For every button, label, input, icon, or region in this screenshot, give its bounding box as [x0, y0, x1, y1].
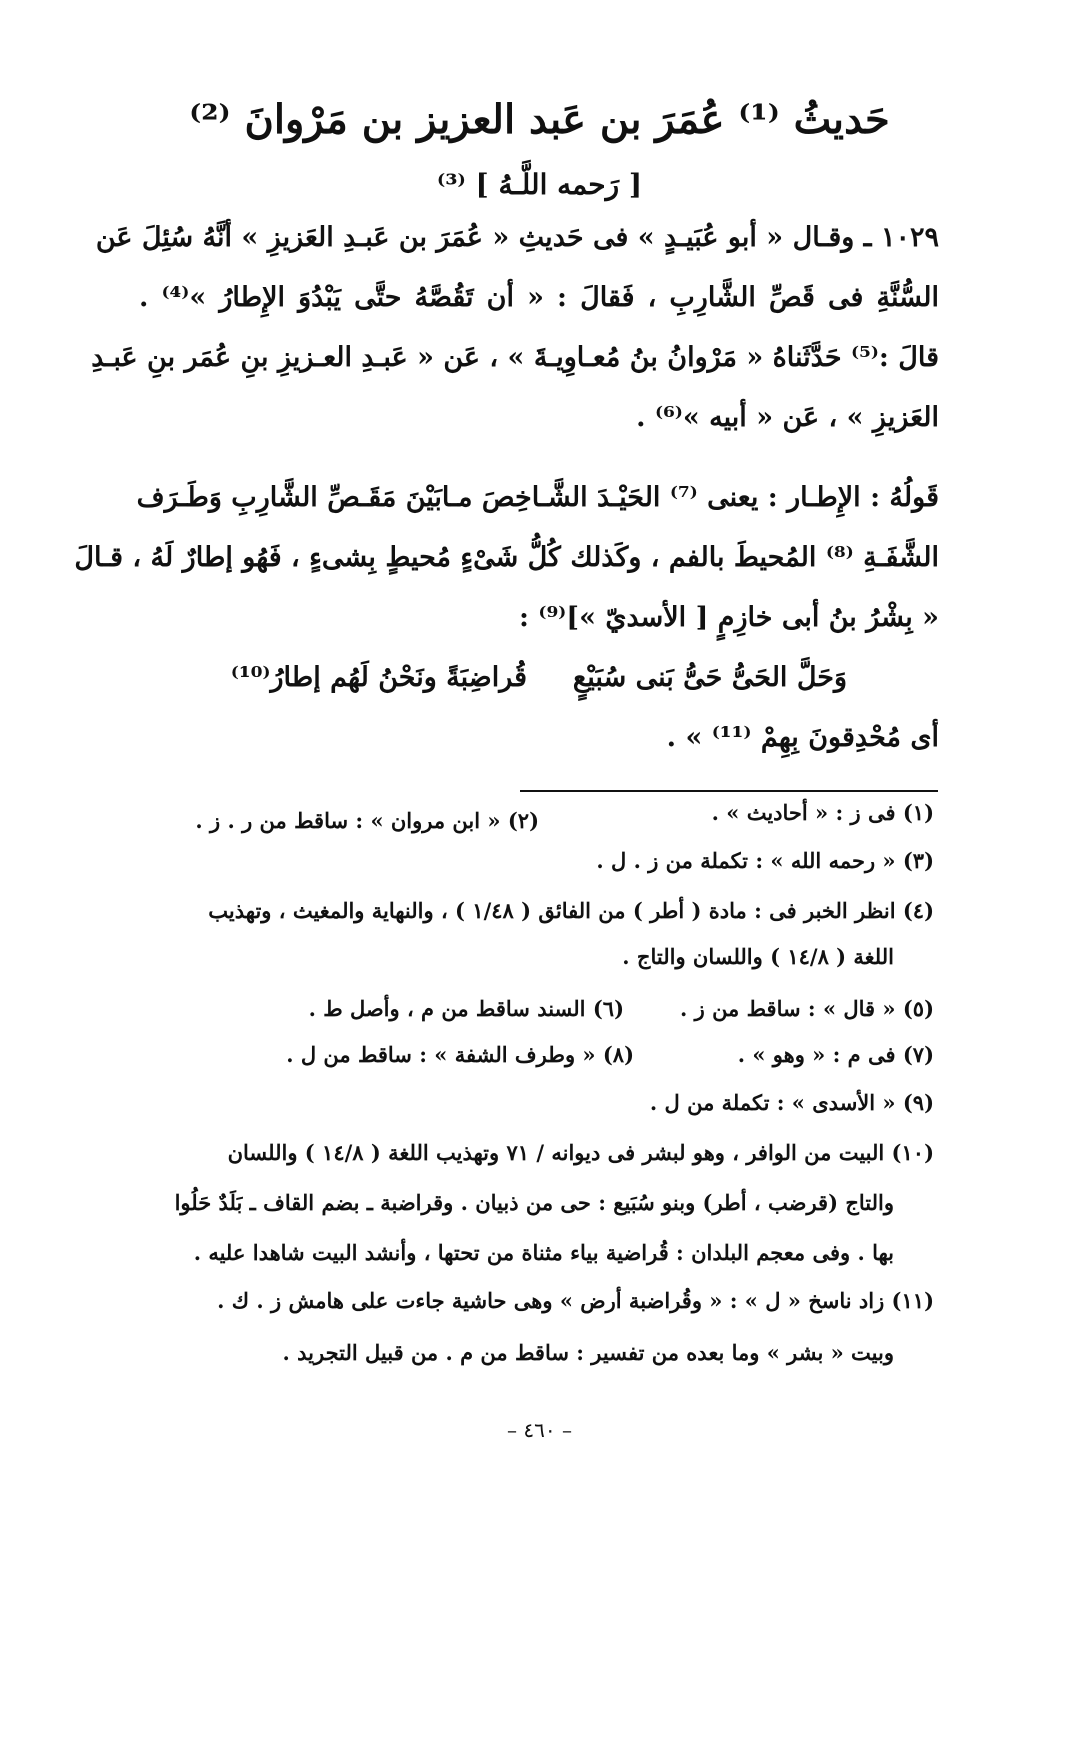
- footnote-2: (٢) « ابن مروان » : ساقط من ر . ز .: [195, 808, 539, 833]
- footnote-4-line-2: اللغة ( ١٤/٨ ) واللسان والتاج .: [622, 944, 894, 969]
- page-subtitle: [ رَحمه اللَّـهُ ] ⁽³⁾: [436, 168, 643, 201]
- footnote-3: (٣) « رحمه الله » : تكملة من ز . ل .: [596, 848, 934, 873]
- footnote-10-line-3: بها . وفى معجم البلدان : قُراضية بياء مثناة من تحتها ، وأنشد البيت شاهدا عليه .: [193, 1240, 894, 1265]
- footnote-9: (٩) « الأسدى » : تكملة من ل .: [649, 1090, 934, 1115]
- body-line-3: قالَ :⁽⁵⁾ حَدَّثَناهُ « مَرْوانُ بنُ مُعـاوِيـةَ » ، عَن « عَبـدِ العـزيزِ بنِ عُمَر بنِ عَبـدِ: [91, 342, 939, 373]
- verse-first-hemistich: وَحَلَّ الحَىُّ حَىُّ بَنى سُبَيْعٍ: [572, 662, 847, 693]
- body-line-6: الشَّفَـةِ ⁽⁸⁾ المُحيطَ بالفم ، وكَذلك كُلُّ شَىْءٍ مُحيطٍ بِشىءٍ ، فَهُو إطارٌ لَهُ ، قـالَ: [74, 542, 939, 573]
- body-line-4: العَزيزِ » ، عَن « أبيه »⁽⁶⁾ .: [636, 402, 939, 433]
- footnote-11-line-2: وبيت « بشر » وما بعده من تفسير : ساقط من م . من قبيل التجريد .: [282, 1340, 894, 1365]
- footnote-10-line-2: والتاج (قرضب ، أطر) وبنو سُبَيع : حى من ذبيان . وقراضبة ـ بضم القاف ـ بَلَدٌ حَلُوا: [174, 1190, 894, 1215]
- footnote-11-line-1: (١١) زاد ناسخ « ل » : « وقُراضبة أرض » وهى حاشية جاءت على هامش ز . ك .: [217, 1288, 934, 1313]
- footnote-10-line-1: (١٠) البيت من الوافر ، وهو لبشر فى ديوانه / ٧١ وتهذيب اللغة ( ١٤/٨ ) واللسان: [227, 1140, 934, 1165]
- footnote-8: (٨) « وطرف الشفة » : ساقط من ل .: [286, 1042, 634, 1067]
- page-title: حَديثُ ⁽¹⁾ عُمَرَ بن عَبد العزيز بن مَرْوانَ ⁽²⁾: [189, 96, 890, 143]
- verse-gloss: أى مُحْدِقونَ بِهِمْ ⁽¹¹⁾ » .: [666, 722, 939, 753]
- body-line-5: قَولُهُ : الإِطـار : يعنى ⁽⁷⁾ الحَيْـدَ الشَّـاخِصَ مـابَيْنَ مَقَـصِّ الشَّارِبِ وَطَـرَف: [136, 482, 939, 513]
- footnote-5: (٥) « قال » : ساقط من ز .: [680, 996, 934, 1021]
- page-number: – ٤٦٠ –: [507, 1418, 572, 1442]
- footnote-4-line-1: (٤) انظر الخبر فى : مادة ( أطر ) من الفائق ( ١/٤٨ ) ، والنهاية والمغيث ، وتهذيب: [208, 898, 934, 923]
- footnote-separator: [520, 790, 938, 792]
- footnote-7: (٧) فى م : « وهو » .: [737, 1042, 934, 1067]
- footnote-6: (٦) السند ساقط من م ، وأصل ط .: [308, 996, 624, 1021]
- body-line-1: ١٠٢٩ ـ وقـال « أبو عُبَيـدٍ » فى حَديثِ « عُمَرَ بن عَبـدِ العَزيزِ » أنَّهُ سُئِلَ عَن: [95, 222, 939, 253]
- footnote-1: (١) فى ز : « أحاديث » .: [711, 800, 934, 825]
- body-line-2: السُّنَّةِ فى قَصِّ الشَّارِبِ ، فَقالَ : « أن تَقُصَّهُ حتَّى يَبْدُوَ الإِطارُ »⁽⁴⁾ .: [139, 282, 939, 313]
- verse-second-hemistich: قُراضِبَةً ونَحْنُ لَهُم إطارُ⁽¹⁰⁾: [230, 662, 527, 693]
- body-line-7: « بِشْرُ بنُ أبى خازِمٍ [ الأسديّ »]⁽⁹⁾ :: [519, 602, 939, 633]
